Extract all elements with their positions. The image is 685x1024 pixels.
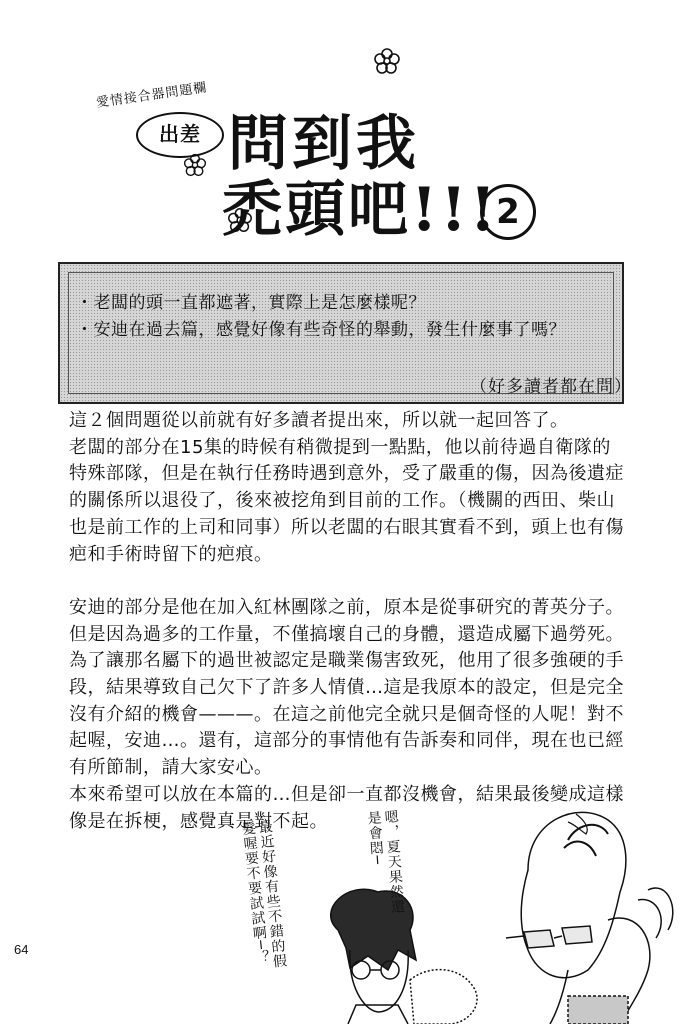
column-name: 愛情接合器問題欄 xyxy=(95,80,209,111)
manga-illustration xyxy=(228,800,685,1024)
paragraph: 安迪的部分是他在加入紅林團隊之前，原本是從事研究的菁英分子。但是因為過多的工作量，不僅搞壞自己的身體，還造成屬下過勞死。為了讓那名屬下的過世被認定是職業傷害致死，他用了很多強硬的手段，結果導致自己欠下了許多人情債…這是我原本的設定，但是完全沒有介紹的機會———。在這之前他完全就只是個奇怪的人呢！對不起喔，安迪…。還有，這部分的事情他有告訴奏和同伴，現在也已經有所節制，請大家安心。 xyxy=(69,596,624,779)
speech-bubble-left: 最近好像有些不錯的假髮喔要不要試試啊─？ xyxy=(239,818,288,970)
paragraph-spacer xyxy=(69,568,624,595)
paragraph: 這２個問題從以前就有好多讀者提出來，所以就一起回答了。 xyxy=(69,410,569,431)
paragraph: 老闆的部分在15集的時候有稍微提到一點點，他以前待過自衛隊的特殊部隊，但是在執行任務時遇到意外，受了嚴重的傷，因為後遺症的關係所以退役了，後來被挖角到目前的工作。（機關的西田、柴山也是前工作的上司和同事）所以老闆的右眼其實看不到，頭上也有傷疤和手術時留下的疤痕。 xyxy=(69,436,624,565)
question-item: ・安迪在過去篇，感覺好像有些奇怪的舉動，發生什麼事了嗎？ xyxy=(76,320,566,340)
issue-number-badge: 2 xyxy=(480,184,536,240)
paragraph: 本來希望可以放在本篇的…但是卻一直都沒機會，結果最後變成這樣像是在拆梗，感覺真是對不起。 xyxy=(69,783,624,832)
question-item: ・老闆的頭一直都遮著，實際上是怎麼樣呢？ xyxy=(76,293,426,313)
flower-icon xyxy=(372,46,402,76)
body-text xyxy=(69,408,624,835)
question-source: （好多讀者都在問） xyxy=(470,377,632,397)
page-title-line2: 禿頭吧!!! xyxy=(222,175,500,245)
trip-badge: 出差 xyxy=(136,112,224,158)
page-number: 64 xyxy=(14,942,29,957)
speech-bubble-right: 嗯，夏天果然還是會悶─ xyxy=(365,808,406,915)
header xyxy=(0,0,685,262)
page-title-line1: 問到我 xyxy=(228,109,420,179)
